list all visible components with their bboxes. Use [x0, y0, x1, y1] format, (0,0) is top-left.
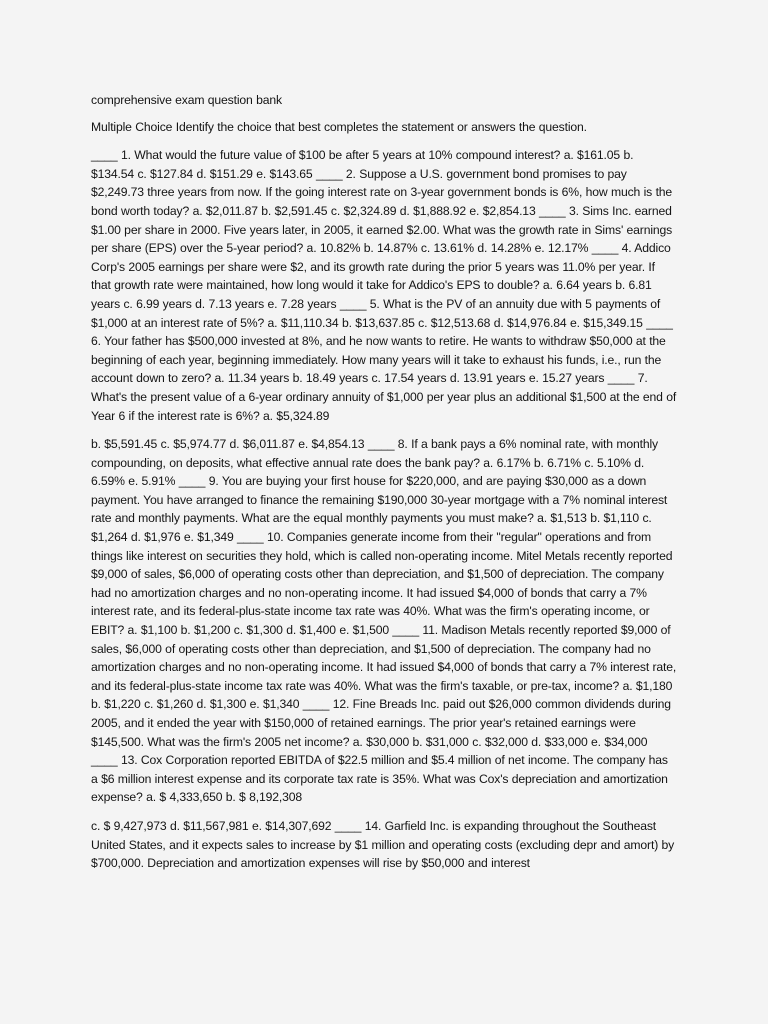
- document-instructions: Multiple Choice Identify the choice that best completes the statement or answers the question.: [91, 119, 587, 134]
- question-paragraph: b. $5,591.45 c. $5,974.77 d. $6,011.87 e. $4,854.13 ____ 8. If a bank pays a 6% nominal rate, with monthly compounding, on deposits, what effective annual rate does the bank pay? a. 6.17% b. 6.71% c. 5.10% d. 6.59% e. 5.91% ____ 9. You are buying your first house for $220,000, and are paying $30,000 as a down payment. You have arranged to finance the remaining $190,000 30-year mortgage with a 7% nominal interest rate and monthly payments. What are the equal monthly payments you must make? a. $1,513 b. $1,110 c. $1,264 d. $1,976 e. $1,349 ____ 10. Companies generate income from their "regular" operations and from things like interest on securities they hold, which is called non-operating income. Mitel Metals recently reported $9,000 of sales, $6,000 of operating costs other than depreciation, and $1,500 of depreciation. The company had no amortization charges and no non-operating income. It had issued $4,000 of bonds that carry a 7% interest rate, and its federal-plus-state income tax rate was 40%. What was the firm's operating income, or EBIT? a. $1,100 b. $1,200 c. $1,300 d. $1,400 e. $1,500 ____ 11. Madison Metals recently reported $9,000 of sales, $6,000 of operating costs other than depreciation, and $1,500 of depreciation. The company had no amortization charges and no non-operating income. It had issued $4,000 of bonds that carry a 7% interest rate, and its federal-plus-state income tax rate was 40%. What was the firm's taxable, or pre-tax, income? a. $1,180 b. $1,220 c. $1,260 d. $1,300 e. $1,340 ____ 12. Fine Breads Inc. paid out $26,000 common dividends during 2005, and it ended the year with $150,000 of retained earnings. The prior year's retained earnings were $145,500. What was the firm's 2005 net income? a. $30,000 b. $31,000 c. $32,000 d. $33,000 e. $34,000 ____ 13. Cox Corporation reported EBITDA of $22.5 million and $5.4 million of net income. The company has a $6 million interest expense and its corporate tax rate is 35%. What was Cox's depreciation and amortization expense? a. $ 4,333,650 b. $ 8,192,308: [91, 437, 677, 805]
- document-body: [91, 91, 677, 883]
- question-paragraph: c. $ 9,427,973 d. $11,567,981 e. $14,307,692 ____ 14. Garfield Inc. is expanding throughout the Southeast United States, and it expects sales to increase by $1 million and operating costs (excluding depr and amort) by $700,000. Depreciation and amortization expenses will rise by $50,000 and interest: [91, 818, 675, 871]
- document-title: comprehensive exam question bank: [91, 93, 282, 107]
- question-paragraph: ____ 1. What would the future value of $100 be after 5 years at 10% compound interest? a. $161.05 b. $134.54 c. $127.84 d. $151.29 e. $143.65 ____ 2. Suppose a U.S. government bond promises to pay $2,249.73 three years from now. If the going interest rate on 3-year government bonds is 6%, how much is the bond worth today? a. $2,011.87 b. $2,591.45 c. $2,324.89 d. $1,888.92 e. $2,854.13 ____ 3. Sims Inc. earned $1.00 per share in 2000. Five years later, in 2005, it earned $2.00. What was the growth rate in Sims' earnings per share (EPS) over the 5-year period? a. 10.82% b. 14.87% c. 13.61% d. 14.28% e. 12.17% ____ 4. Addico Corp's 2005 earnings per share were $2, and its growth rate during the prior 5 years was 11.0% per year. If that growth rate were maintained, how long would it take for Addico's EPS to double? a. 6.64 years b. 6.81 years c. 6.99 years d. 7.13 years e. 7.28 years ____ 5. What is the PV of an annuity due with 5 payments of $1,000 at an interest rate of 5%? a. $11,110.34 b. $13,637.85 c. $12,513.68 d. $14,976.84 e. $15,349.15 ____ 6. Your father has $500,000 invested at 8%, and he now wants to retire. He wants to withdraw $50,000 at the beginning of each year, beginning immediately. How many years will it take to exhaust his funds, i.e., run the account down to zero? a. 11.34 years b. 18.49 years c. 17.54 years d. 13.91 years e. 15.27 years ____ 7. What's the present value of a 6-year ordinary annuity of $1,000 per year plus an additional $1,500 at the end of Year 6 if the interest rate is 6%? a. $5,324.89: [91, 148, 677, 423]
